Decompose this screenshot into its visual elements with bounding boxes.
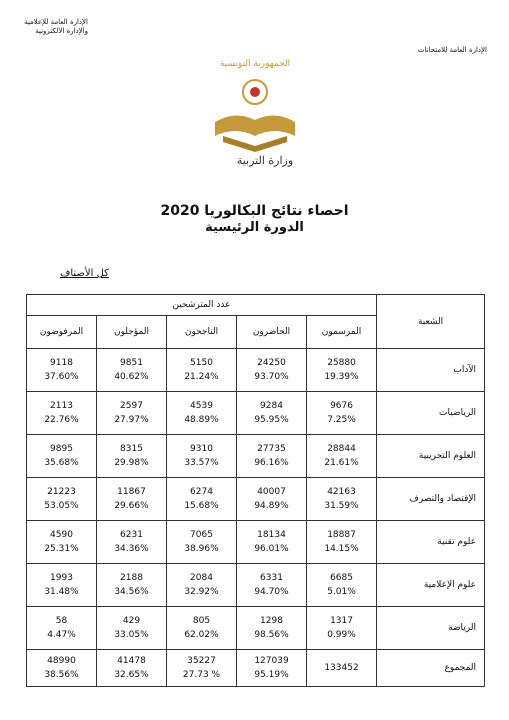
table-cell (167, 650, 237, 687)
cell-percent: 94.70% (254, 587, 289, 597)
cell-count: 127039 (254, 656, 289, 666)
cell-count: 9284 (260, 401, 283, 411)
cell-percent: 19.39% (324, 372, 359, 382)
cell-count: 18134 (257, 530, 286, 540)
cell-count: 42163 (327, 487, 356, 497)
cell-percent: 15.68% (184, 501, 219, 511)
cell-count: 24250 (257, 358, 286, 368)
col-header-rejected: المرفوضون (27, 316, 97, 349)
cell-percent: 96.16% (254, 458, 289, 468)
branch-name: علوم الإعلامية (377, 564, 485, 607)
cell-percent: 25.31% (44, 544, 79, 554)
header-right: الإدارة العامة للامتحانات (417, 46, 487, 54)
table-cell (167, 478, 237, 521)
cell-percent: 31.48% (44, 587, 79, 597)
cell-percent: 62.02% (184, 630, 219, 640)
cell-percent: 4.47% (47, 630, 76, 640)
cell-count: 4539 (190, 401, 213, 411)
section-label: كل الأصناف (60, 268, 109, 279)
cell-count: 5150 (190, 358, 213, 368)
cell-count: 9851 (120, 358, 143, 368)
cell-percent: 40.62% (114, 372, 149, 382)
cell-count: 1993 (50, 573, 73, 583)
header-left (18, 18, 88, 36)
cell-percent: 33.57% (184, 458, 219, 468)
col-header-passed: الناجحون (167, 316, 237, 349)
table-cell (27, 521, 97, 564)
cell-percent: 48.89% (184, 415, 219, 425)
cell-count: 4590 (50, 530, 73, 540)
cell-count: 28844 (327, 444, 356, 454)
cell-percent: 98.56% (254, 630, 289, 640)
cell-percent: 34.56% (114, 587, 149, 597)
cell-count: 58 (55, 616, 68, 626)
cell-count: 8315 (120, 444, 143, 454)
table-cell (237, 607, 307, 650)
cell-percent: 27.73 % (182, 670, 221, 680)
table-cell (27, 478, 97, 521)
cell-percent: 21.24% (184, 372, 219, 382)
cell-percent: 95.95% (254, 415, 289, 425)
table-cell (307, 607, 377, 650)
cell-percent: 29.66% (114, 501, 149, 511)
cell-percent: 0.99% (327, 630, 356, 640)
cell-percent: 96.01% (254, 544, 289, 554)
cell-percent: 32.92% (184, 587, 219, 597)
branch-name: علوم تقنية (377, 521, 485, 564)
col-header-present: الحاضرون (237, 316, 307, 349)
branch-name: العلوم التجريبية (377, 435, 485, 478)
ministry-logo (205, 50, 305, 170)
table-cell (27, 650, 97, 687)
table-cell (167, 435, 237, 478)
cell-count: 40007 (257, 487, 286, 497)
table-total-row (27, 650, 485, 687)
table-cell (237, 521, 307, 564)
table-cell (307, 564, 377, 607)
cell-percent: 7.25% (327, 415, 356, 425)
cell-count: 9676 (330, 401, 353, 411)
cell-count: 2084 (190, 573, 213, 583)
table-cell (27, 349, 97, 392)
cell-count: 2113 (50, 401, 73, 411)
cell-percent: 53.05% (44, 501, 79, 511)
table-cell (97, 392, 167, 435)
cell-percent: 29.98% (114, 458, 149, 468)
table-row (27, 435, 485, 478)
table-cell (97, 349, 167, 392)
branch-name: الإقتصاد والتصرف (377, 478, 485, 521)
table-cell (307, 392, 377, 435)
table-row (27, 564, 485, 607)
cell-percent: 27.97% (114, 415, 149, 425)
cell-count: 21223 (47, 487, 76, 497)
cell-percent: 94.89% (254, 501, 289, 511)
cell-count: 18887 (327, 530, 356, 540)
cell-count: 35227 (187, 656, 216, 666)
branch-name: الرياضيات (377, 392, 485, 435)
table-cell (167, 564, 237, 607)
cell-count: 2188 (120, 573, 143, 583)
cell-count: 9118 (50, 358, 73, 368)
table-cell (167, 521, 237, 564)
cell-count: 1317 (330, 616, 353, 626)
table-cell (307, 650, 377, 687)
header-left-line-1: الإدارة العامة للإعلامية (24, 18, 88, 26)
logo-top-text: الجمهورية التونسية (219, 59, 291, 69)
table-row (27, 478, 485, 521)
table-cell (97, 564, 167, 607)
cell-count: 7065 (190, 530, 213, 540)
table-cell (307, 349, 377, 392)
cell-percent: 38.56% (44, 670, 79, 680)
cell-count: 6274 (190, 487, 213, 497)
col-header-registered: المرسمون (307, 316, 377, 349)
cell-percent: 22.76% (44, 415, 79, 425)
cell-percent: 32.65% (114, 670, 149, 680)
cell-count: 25880 (327, 358, 356, 368)
cell-count: 11867 (117, 487, 146, 497)
cell-count: 48990 (47, 656, 76, 666)
table-cell (237, 564, 307, 607)
cell-count: 6231 (120, 530, 143, 540)
table-cell (237, 650, 307, 687)
cell-count: 9310 (190, 444, 213, 454)
cell-percent: 35.68% (44, 458, 79, 468)
table-cell (167, 607, 237, 650)
cell-percent: 34.36% (114, 544, 149, 554)
table-cell (27, 607, 97, 650)
cell-percent: 95.19% (254, 670, 289, 680)
cell-percent: 38.96% (184, 544, 219, 554)
cell-percent: 14.15% (324, 544, 359, 554)
branch-name: المجموع (377, 650, 485, 687)
table-cell (237, 478, 307, 521)
group-header: عدد المترشحين (27, 295, 377, 316)
branch-name: الرياضة (377, 607, 485, 650)
page-title: احصاء نتائج البكالوريا 2020 (160, 203, 349, 219)
table-cell (27, 435, 97, 478)
branch-header: الشعبة (377, 295, 485, 349)
cell-percent: 37.60% (44, 372, 79, 382)
cell-percent: 31.59% (324, 501, 359, 511)
cell-percent: 21.61% (324, 458, 359, 468)
col-header-deferred: المؤجلون (97, 316, 167, 349)
table-cell (307, 435, 377, 478)
results-table (26, 294, 485, 687)
cell-percent: 5.01% (327, 587, 356, 597)
header-left-line-2: والإدارة الالكترونية (35, 27, 88, 35)
cell-count: 133452 (324, 663, 359, 673)
table-cell (167, 349, 237, 392)
table-cell (307, 478, 377, 521)
cell-count: 2597 (120, 401, 143, 411)
table-cell (27, 564, 97, 607)
table-cell (97, 521, 167, 564)
cell-percent: 93.70% (254, 372, 289, 382)
table-cell (97, 435, 167, 478)
cell-count: 9895 (50, 444, 73, 454)
table-cell (237, 392, 307, 435)
table-cell (167, 392, 237, 435)
table-cell (97, 650, 167, 687)
cell-count: 429 (122, 616, 141, 626)
cell-count: 805 (192, 616, 211, 626)
table-row (27, 607, 485, 650)
cell-count: 41478 (117, 656, 146, 666)
book-emblem-icon (205, 50, 305, 170)
cell-count: 27735 (257, 444, 286, 454)
branch-name: الآداب (377, 349, 485, 392)
table-cell (237, 349, 307, 392)
cell-count: 6331 (260, 573, 283, 583)
table-cell (237, 435, 307, 478)
page-subtitle: الدورة الرئيسية (205, 220, 304, 235)
cell-count: 1298 (260, 616, 283, 626)
cell-percent: 33.05% (114, 630, 149, 640)
table-row (27, 349, 485, 392)
table-cell (27, 392, 97, 435)
table-row (27, 392, 485, 435)
table-cell (97, 478, 167, 521)
table-cell (97, 607, 167, 650)
cell-count: 6685 (330, 573, 353, 583)
table-row (27, 521, 485, 564)
table-cell (307, 521, 377, 564)
logo-bottom-text: وزارة التربية (236, 154, 294, 167)
